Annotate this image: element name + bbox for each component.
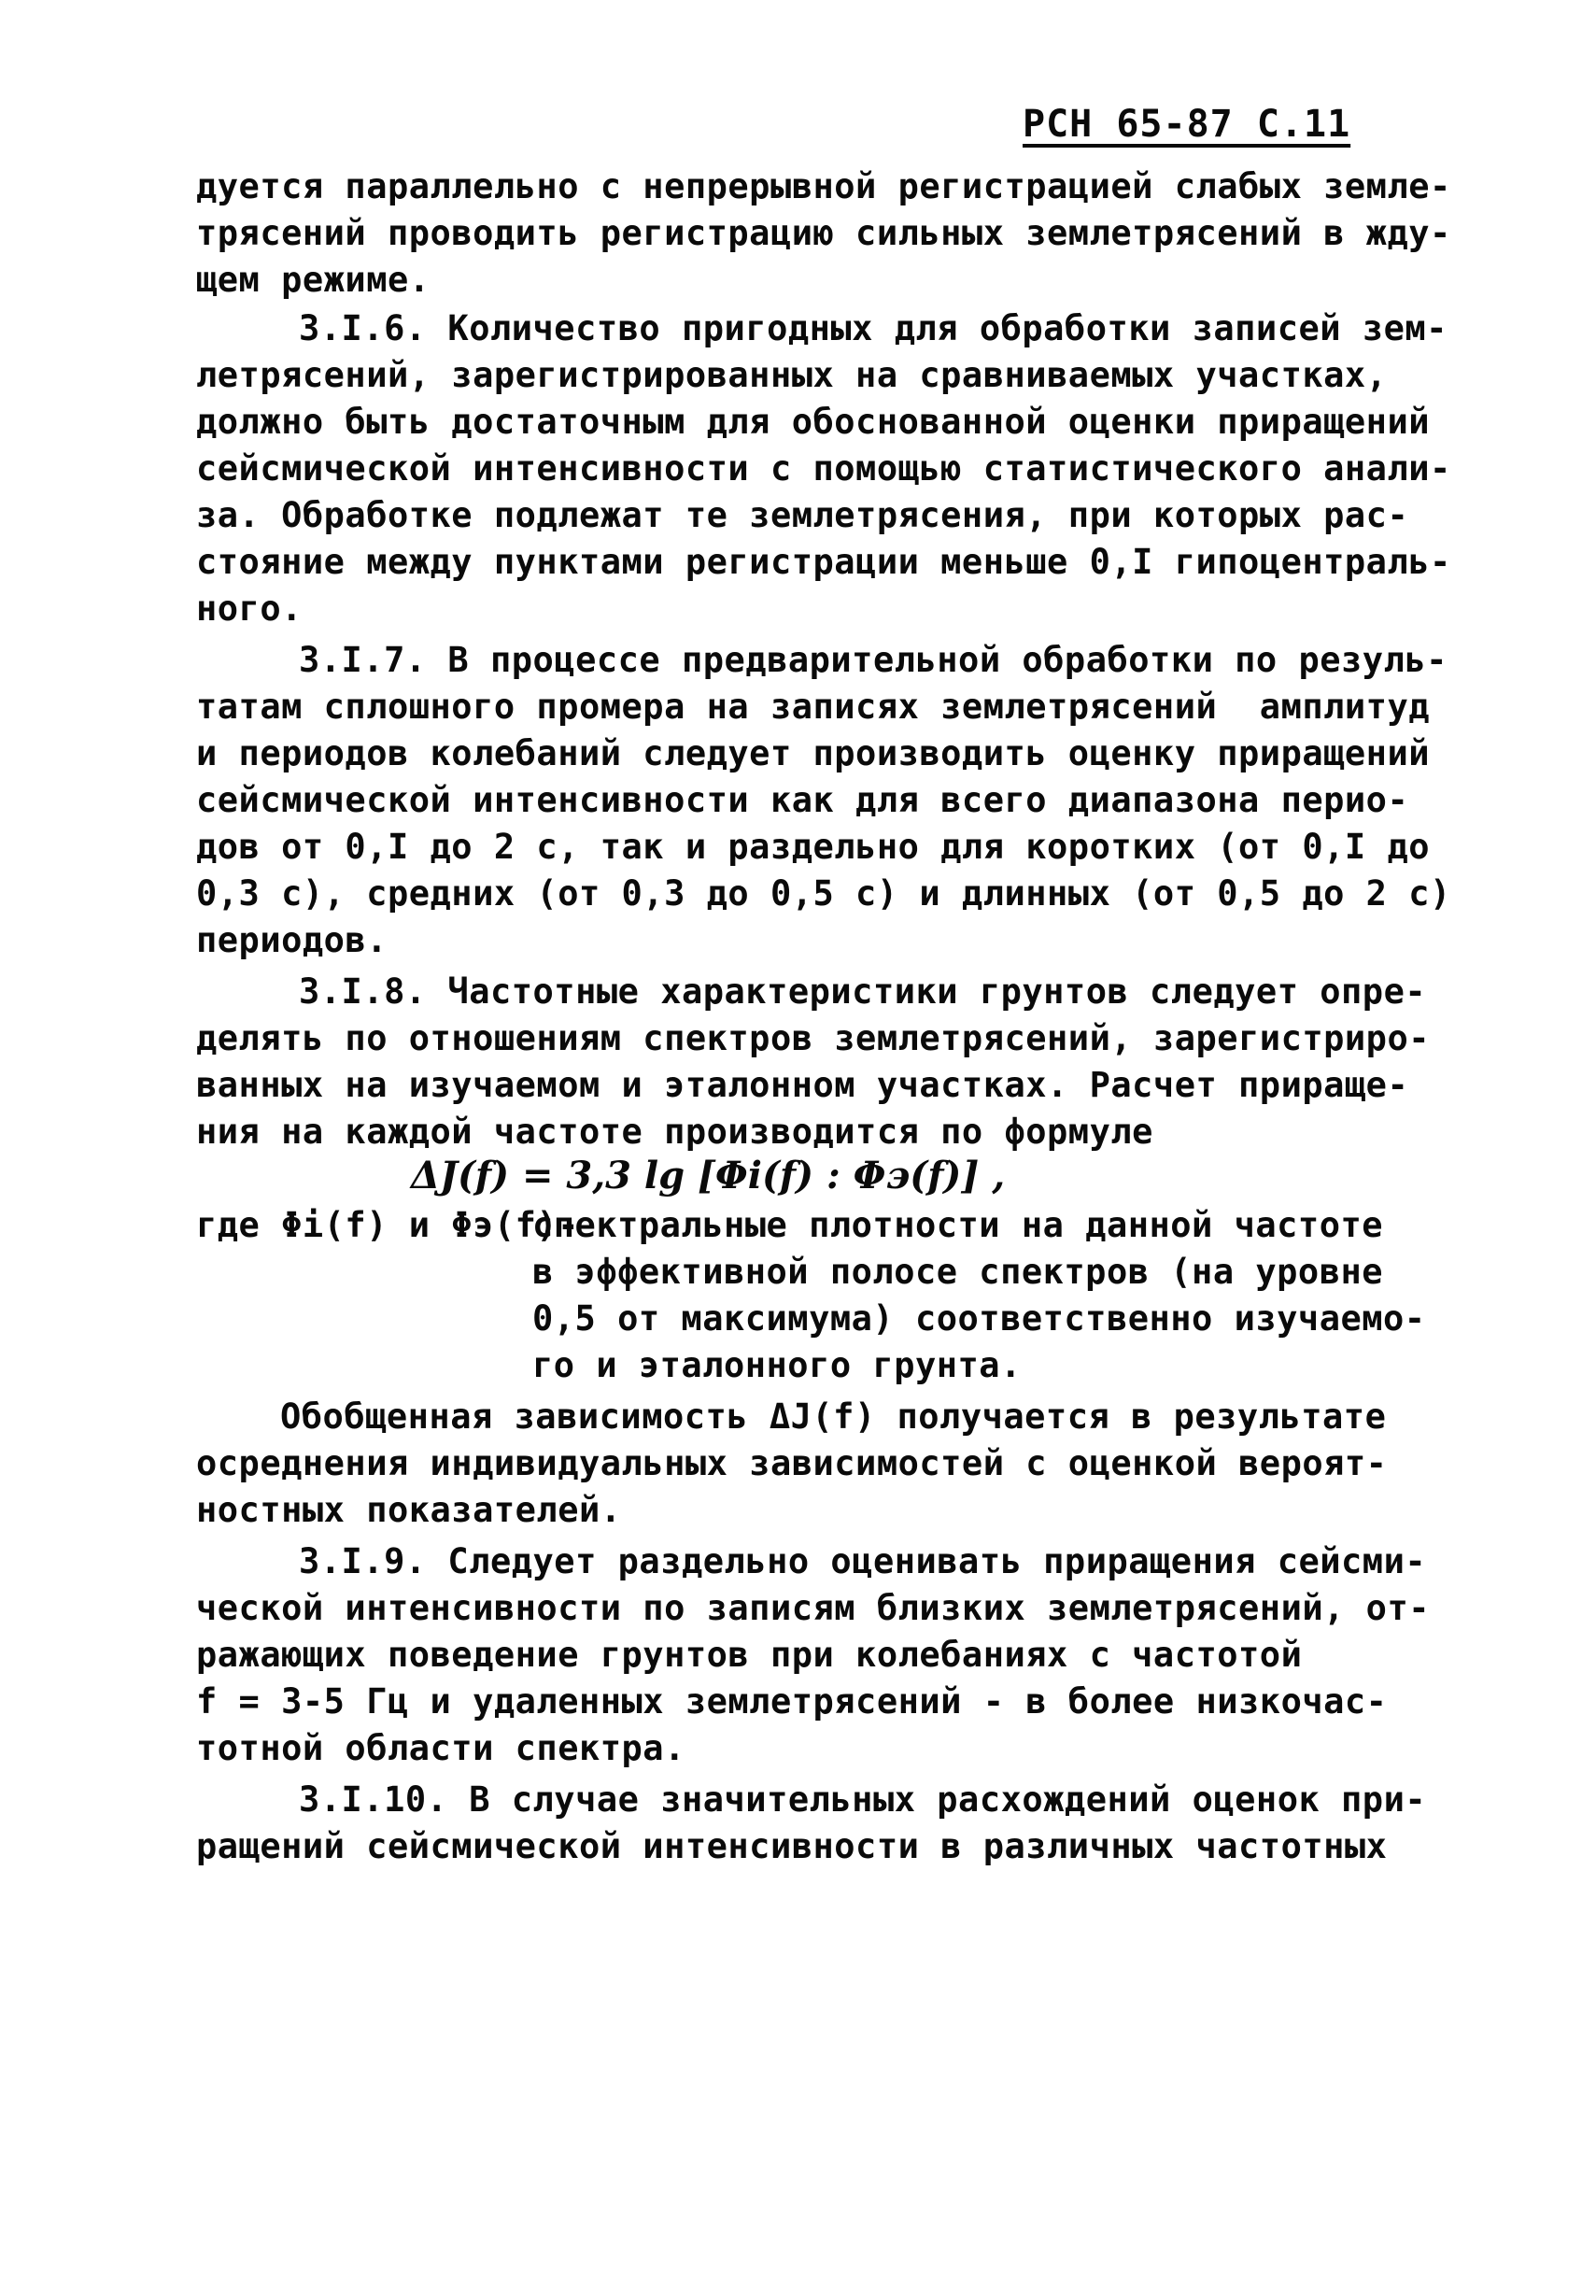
text-line: щем режиме. (196, 260, 431, 300)
text-line: ния на каждой частоте производится по формуле (196, 1112, 1153, 1152)
text-line: дуется параллельно с непрерывной регистрацией слабых земле- (196, 166, 1451, 206)
text-line: стояние между пунктами регистрации меньше 0,I гипоцентраль- (196, 542, 1451, 582)
text-line: сейсмической интенсивности как для всего диапазона перио- (196, 780, 1409, 820)
text-line: сейсмической интенсивности с помощью статистического анали- (196, 448, 1451, 489)
text-line: тотной области спектра. (196, 1728, 685, 1768)
text-line: 0,5 от максимума) соответственно изучаемо- (532, 1298, 1426, 1339)
text-line: татам сплошного промера на записях землетрясений амплитуд (196, 687, 1431, 727)
text-line: спектральные плотности на данной частоте (532, 1205, 1384, 1245)
section-3-1-7-start: 3.I.7. В процессе предварительной обработки по резуль- (299, 640, 1448, 680)
text-line: Обобщенная зависимость ΔJ(f) получается в результате (280, 1396, 1387, 1437)
section-3-1-6-start: 3.I.6. Количество пригодных для обработки записей зем- (299, 308, 1448, 348)
text-line: осреднения индивидуальных зависимостей с оценкой вероят- (196, 1443, 1388, 1483)
text-line: го и эталонного грунта. (532, 1345, 1022, 1385)
formula: ΔJ(f) = 3,3 lg [Φi(f) : Φэ(f)] , (411, 1154, 1006, 1198)
text-line: ражающих поведение грунтов при колебаниях с частотой (196, 1635, 1303, 1675)
section-3-1-9-start: 3.I.9. Следует раздельно оценивать приращения сейсми- (299, 1541, 1427, 1581)
text-line: и периодов колебаний следует производить оценку приращений (196, 733, 1431, 773)
text-line: ращений сейсмической интенсивности в различных частотных (196, 1826, 1388, 1866)
text-line: ного. (196, 588, 303, 629)
text-line: должно быть достаточным для обоснованной оценки приращений (196, 402, 1431, 442)
text-line: ческой интенсивности по записям близких землетрясений, от- (196, 1588, 1431, 1628)
text-line: делять по отношениям спектров землетрясений, зарегистриро- (196, 1018, 1431, 1058)
text-line: трясений проводить регистрацию сильных землетрясений в жду- (196, 213, 1451, 253)
section-3-1-8-start: 3.I.8. Частотные характеристики грунтов следует опре- (299, 971, 1427, 1012)
text-line: за. Обработке подлежат те землетрясения, при которых рас- (196, 495, 1409, 535)
page-header: РСН 65-87 С.11 (1023, 103, 1351, 146)
text-line: 0,3 с), средних (от 0,3 до 0,5 с) и длинных (от 0,5 до 2 с) (196, 873, 1451, 914)
text-line: ванных на изучаемом и эталонном участках. Расчет прираще- (196, 1065, 1409, 1105)
text-line: ностных показателей. (196, 1490, 622, 1530)
formula-where-label: где Φi(f) и Φэ(f)- (196, 1205, 579, 1245)
text-line: периодов. (196, 920, 388, 960)
text-line: летрясений, зарегистрированных на сравниваемых участках, (196, 355, 1388, 395)
text-line: f = 3-5 Гц и удаленных землетрясений - в более низкочас- (196, 1681, 1388, 1722)
text-line: в эффективной полосе спектров (на уровне (532, 1252, 1384, 1292)
section-3-1-10-start: 3.I.10. В случае значительных расхождений оценок при- (299, 1779, 1427, 1820)
text-line: дов от 0,I до 2 с, так и раздельно для коротких (от 0,I до (196, 827, 1431, 867)
